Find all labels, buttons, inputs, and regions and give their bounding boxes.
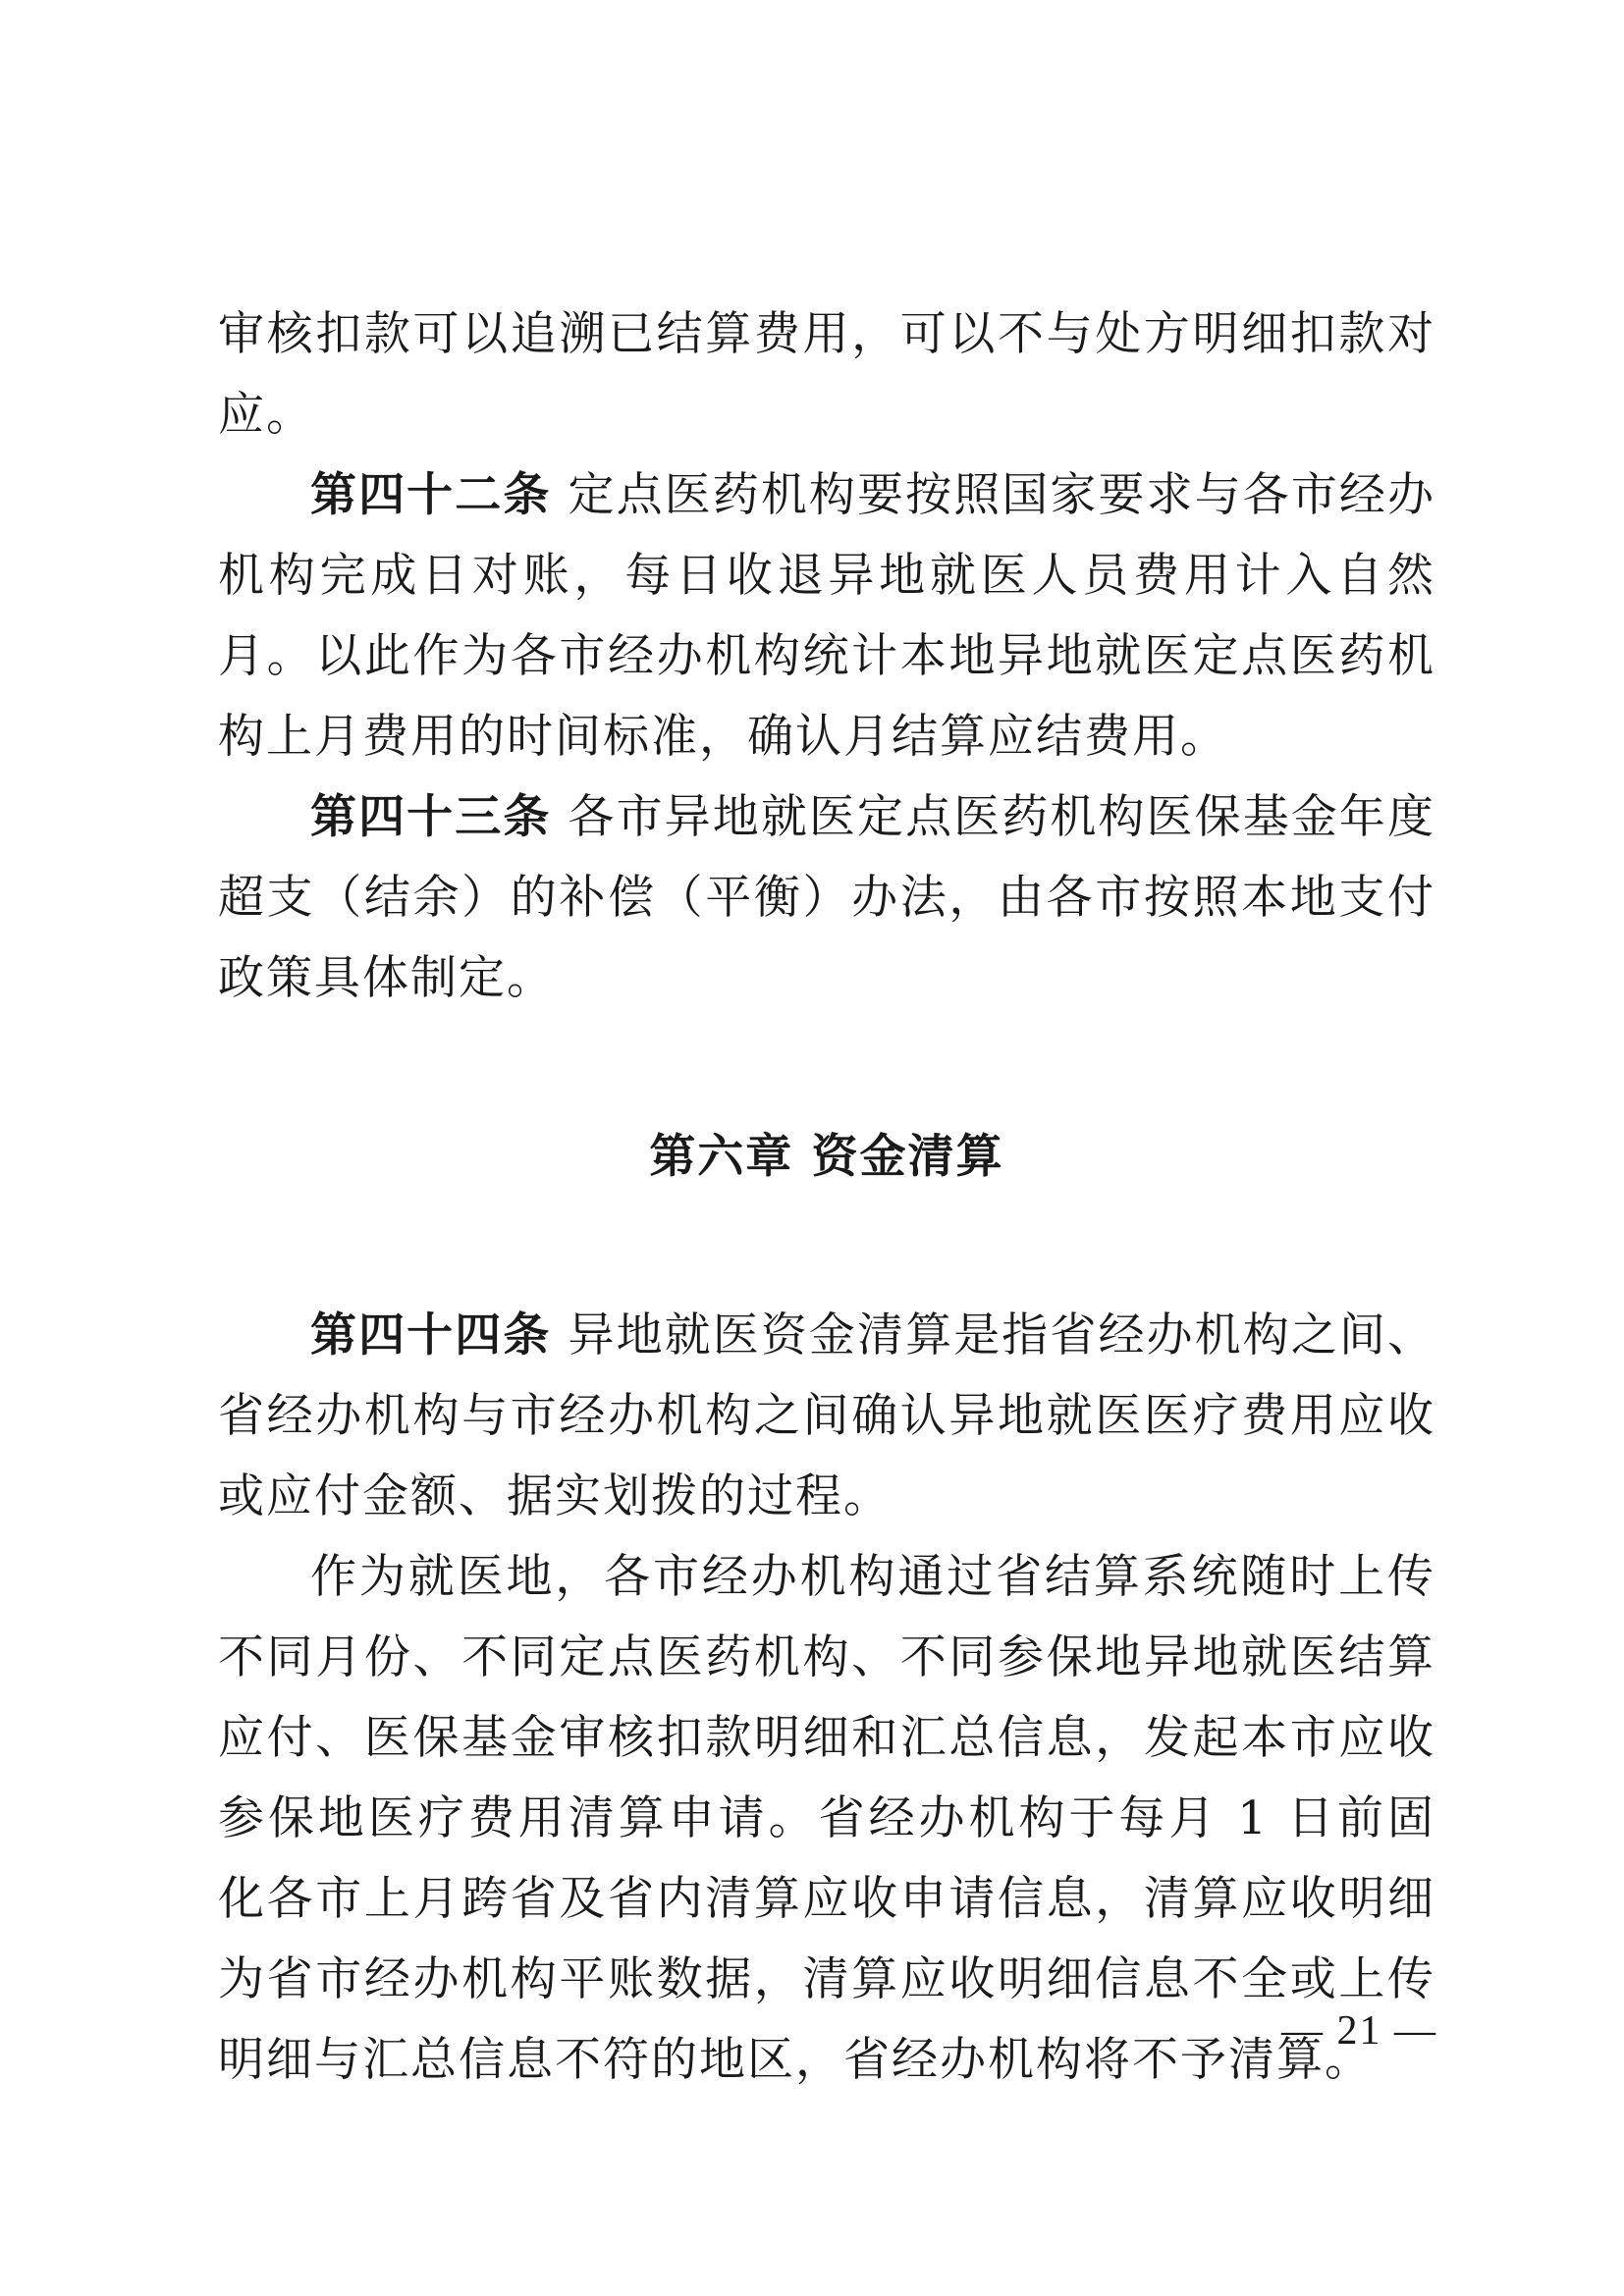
article-number: 第四十四条 (310, 1308, 552, 1362)
paragraph-continuation: 审核扣款可以追溯已结算费用，可以不与处方明细扣款对应。 (218, 307, 1435, 442)
article-text: 定点医药机构要按照国家要求与各市经办机构完成日对账，每日收退异地就医人员费用计入自然月。以此作为各市经办机构统计本地异地就医定点医药机构上月费用的时间标准，确认月结算应结费用。 (218, 468, 1435, 764)
article-42 (218, 455, 1435, 777)
article-text: 各市异地就医定点医药机构医保基金年度超支（结余）的补偿（平衡）办法，由各市按照本地支付政策具体制定。 (218, 790, 1435, 1005)
article-44 (218, 1296, 1435, 1537)
paragraph-body: 作为就医地，各市经办机构通过省结算系统随时上传不同月份、不同定点医药机构、不同参保地异地就医结算应付、医保基金审核扣款明细和汇总信息，发起本市应收参保地医疗费用清算申请。省经办机构于每月 1 日前固化各市上月跨省及省内清算应收申请信息，清算应收明细为省市经办机构平账数据，清算应收明细信息不全或上传明细与汇总信息不符的地区，省经办机构将不予清算。 (218, 1550, 1436, 2087)
article-number: 第四十二条 (310, 468, 552, 522)
article-text: 异地就医资金清算是指省经办机构之间、省经办机构与市经办机构之间确认异地就医医疗费用应收或应付金额、据实划拨的过程。 (218, 1308, 1435, 1523)
chapter-heading: 第六章 资金清算 (649, 1130, 1004, 1184)
spacer (218, 1198, 1435, 1296)
document-body (218, 294, 1435, 2101)
page-number: — 21 — (1281, 2008, 1437, 2054)
article-43 (218, 777, 1435, 1019)
spacer (218, 1019, 1435, 1117)
article-number: 第四十三条 (310, 790, 552, 844)
